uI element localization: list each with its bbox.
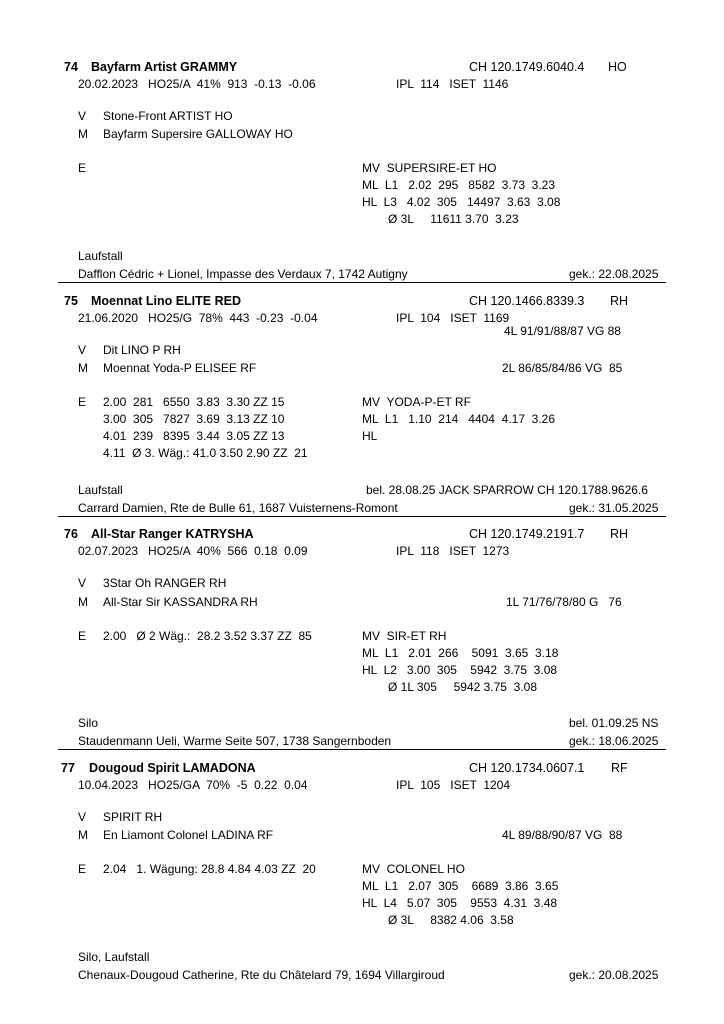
highest-lactation: HL L2 3.00 305 5942 3.75 3.08: [362, 663, 558, 677]
conformation-score: 4L 91/91/88/87 VG 88: [504, 324, 621, 338]
calving-date: gek.: 20.08.2025: [569, 968, 659, 982]
housing: Silo: [78, 716, 99, 730]
entry-number: 75: [64, 294, 78, 308]
maternal-lactation: ML L1 2.07 305 6689 3.86 3.65: [362, 879, 559, 893]
separator-line: [58, 282, 666, 283]
breed-code: HO: [608, 60, 627, 74]
lactation-record: 4.01 239 8395 3.44 3.05 ZZ 13: [103, 429, 285, 443]
separator-line: [58, 516, 666, 517]
separator-line: [58, 749, 666, 750]
entry-number: 74: [64, 60, 78, 74]
entry-number: 77: [61, 761, 75, 775]
lactation-record: 2.04 1. Wägung: 28.8 4.84 4.03 ZZ 20: [103, 862, 316, 876]
dam-conformation-score: 1L 71/76/78/80 G 76: [506, 595, 622, 609]
maternal-lactation: ML L1 2.02 295 8582 3.73 3.23: [362, 178, 556, 192]
dam-label: M: [78, 361, 88, 375]
lactation-label: E: [78, 629, 87, 643]
sire-name: SPIRIT RH: [103, 810, 163, 824]
dam-label: M: [78, 127, 88, 141]
highest-lactation: HL L3 4.02 305 14497 3.63 3.08: [362, 195, 561, 209]
owner-address: Staudenmann Ueli, Warme Seite 507, 1738 Sangernboden: [78, 734, 392, 748]
animal-name: Dougoud Spirit LAMADONA: [89, 761, 256, 775]
average-lactation: Ø 1L 305 5942 3.75 3.08: [388, 680, 538, 694]
dam-conformation-score: 4L 89/88/90/87 VG 88: [502, 828, 623, 842]
calving-date: gek.: 22.08.2025: [569, 267, 659, 281]
owner-address: Dafflon Cédric + Lionel, Impasse des Verdaux 7, 1742 Autigny: [78, 267, 408, 281]
birth-info: 10.04.2023 HO25/GA 70% -5 0.22 0.04: [78, 778, 308, 792]
breed-code: RH: [610, 527, 629, 541]
maternal-sire: MV SUPERSIRE-ET HO: [362, 161, 497, 175]
sire-name: Stone-Front ARTIST HO: [103, 109, 233, 123]
lactation-record: 2.00 281 6550 3.83 3.30 ZZ 15: [103, 395, 285, 409]
ipl-iset: IPL 105 ISET 1204: [396, 778, 511, 792]
lactation-record: 4.11 Ø 3. Wäg.: 41.0 3.50 2.90 ZZ 21: [103, 446, 308, 460]
calving-date: gek.: 18.06.2025: [569, 734, 659, 748]
maternal-sire: MV YODA-P-ET RF: [362, 395, 471, 409]
birth-info: 02.07.2023 HO25/A 40% 566 0.18 0.09: [78, 544, 308, 558]
entry-number: 76: [64, 527, 78, 541]
dam-label: M: [78, 828, 88, 842]
lactation-label: E: [78, 161, 87, 175]
maternal-sire: MV SIR-ET RH: [362, 629, 447, 643]
dam-name: En Liamont Colonel LADINA RF: [103, 828, 274, 842]
animal-id: CH 120.1749.6040.4: [469, 60, 585, 74]
sire-name: Dit LINO P RH: [103, 343, 181, 357]
dam-conformation-score: 2L 86/85/84/86 VG 85: [502, 361, 623, 375]
insemination-note: bel. 01.09.25 NS: [569, 716, 659, 730]
ipl-iset: IPL 104 ISET 1169: [396, 311, 510, 325]
breed-code: RH: [610, 294, 629, 308]
animal-id: CH 120.1466.8339.3: [469, 294, 585, 308]
lactation-record: 3.00 305 7827 3.69 3.13 ZZ 10: [103, 412, 285, 426]
animal-id: CH 120.1749.2191.7: [469, 527, 585, 541]
lactation-label: E: [78, 862, 87, 876]
dam-name: Bayfarm Supersire GALLOWAY HO: [103, 127, 293, 141]
housing: Laufstall: [78, 483, 123, 497]
dam-name: All-Star Sir KASSANDRA RH: [103, 595, 258, 609]
dam-label: M: [78, 595, 88, 609]
birth-info: 20.02.2023 HO25/A 41% 913 -0.13 -0.06: [78, 77, 316, 91]
breed-code: RF: [611, 761, 628, 775]
average-lactation: Ø 3L 8382 4.06 3.58: [388, 913, 514, 927]
maternal-sire: MV COLONEL HO: [362, 862, 465, 876]
animal-name: Bayfarm Artist GRAMMY: [91, 60, 238, 74]
housing: Laufstall: [78, 249, 123, 263]
animal-name: All-Star Ranger KATRYSHA: [91, 527, 254, 541]
ipl-iset: IPL 114 ISET 1146: [396, 77, 509, 91]
animal-id: CH 120.1734.0607.1: [469, 761, 585, 775]
sire-label: V: [78, 109, 87, 123]
owner-address: Carrard Damien, Rte de Bulle 61, 1687 Vuisternens-Romont: [78, 501, 398, 515]
dam-name: Moennat Yoda-P ELISEE RF: [103, 361, 257, 375]
sire-label: V: [78, 810, 87, 824]
animal-name: Moennat Lino ELITE RED: [91, 294, 241, 308]
maternal-lactation: ML L1 1.10 214 4404 4.17 3.26: [362, 412, 556, 426]
birth-info: 21.06.2020 HO25/G 78% 443 -0.23 -0.04: [78, 311, 318, 325]
owner-address: Chenaux-Dougoud Catherine, Rte du Châtelard 79, 1694 Villargiroud: [78, 968, 445, 982]
sire-label: V: [78, 343, 87, 357]
highest-lactation: HL L4 5.07 305 9553 4.31 3.48: [362, 896, 558, 910]
maternal-lactation: ML L1 2.01 266 5091 3.65 3.18: [362, 646, 559, 660]
lactation-record: 2.00 Ø 2 Wäg.: 28.2 3.52 3.37 ZZ 85: [103, 629, 312, 643]
sire-name: 3Star Oh RANGER RH: [103, 576, 227, 590]
calving-date: gek.: 31.05.2025: [569, 501, 659, 515]
insemination-note: bel. 28.08.25 JACK SPARROW CH 120.1788.9626.6: [366, 483, 648, 497]
housing: Silo, Laufstall: [78, 950, 150, 964]
ipl-iset: IPL 118 ISET 1273: [396, 544, 510, 558]
lactation-label: E: [78, 395, 87, 409]
highest-lactation: HL: [362, 429, 378, 443]
sire-label: V: [78, 576, 87, 590]
average-lactation: Ø 3L 11611 3.70 3.23: [388, 212, 519, 226]
